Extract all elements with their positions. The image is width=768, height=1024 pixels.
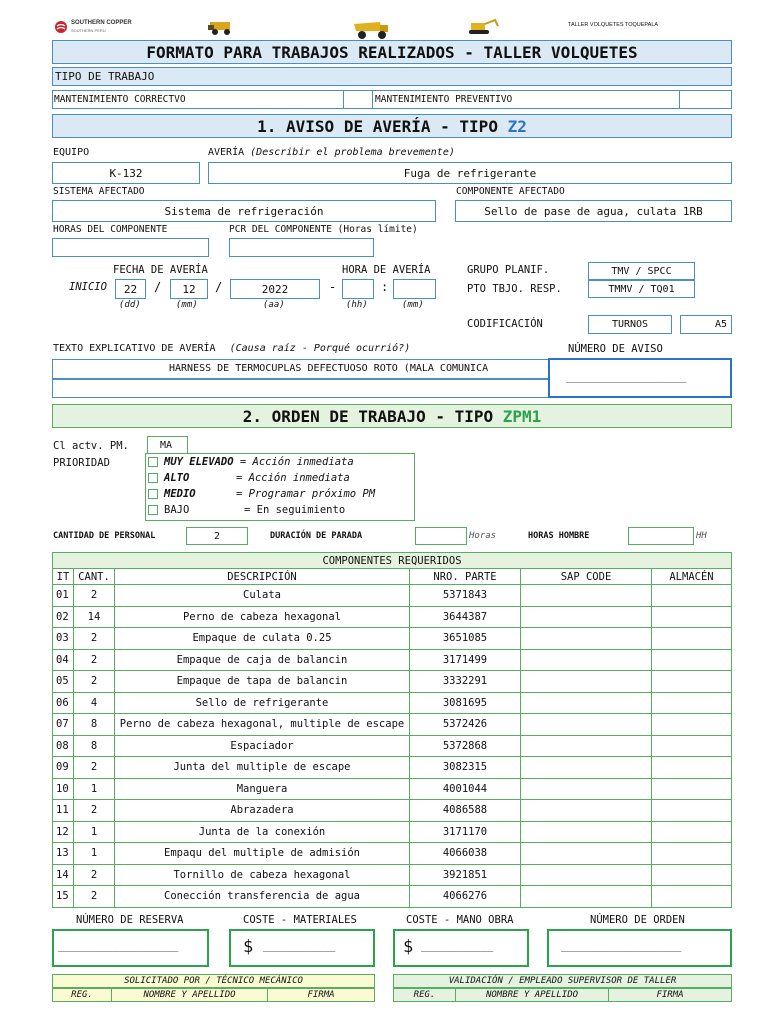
cell-sap-code[interactable] <box>521 628 652 650</box>
pcr-label: PCR DEL COMPONENTE (Horas límite) <box>229 224 418 235</box>
materiales-blank: ____________ <box>263 941 336 952</box>
validacion-reg[interactable]: REG. <box>393 988 456 1002</box>
logo-subtext: SOUTHERN PERU <box>71 28 106 33</box>
hh-unit: HH <box>696 531 707 541</box>
validacion-header: VALIDACIÓN / EMPLEADO SUPERVISOR DE TALLER <box>393 974 732 988</box>
prioridad-option-bajo[interactable] <box>148 504 345 516</box>
cell-descripcion: Perno de cabeza hexagonal <box>115 606 410 628</box>
orden-blank: ____________________ <box>561 941 682 952</box>
hour-field[interactable] <box>342 279 374 299</box>
logo-text: SOUTHERN COPPER <box>71 20 132 26</box>
cell-sap-code[interactable] <box>521 800 652 822</box>
cell-sap-code[interactable] <box>521 821 652 843</box>
numero-orden-field[interactable] <box>547 929 732 967</box>
table-row <box>53 671 732 693</box>
cell-it: 03 <box>53 628 74 650</box>
grupo-field[interactable]: TMV / SPCC <box>588 262 695 280</box>
table-header-row <box>53 569 732 585</box>
clase-actividad-field[interactable]: MA <box>147 436 188 454</box>
company-logo <box>54 18 144 36</box>
table-row <box>53 886 732 908</box>
texto-label-text: TEXTO EXPLICATIVO DE AVERÍA <box>53 343 216 354</box>
cell-almacen[interactable] <box>652 864 732 886</box>
coste-mano-obra-label: COSTE - MANO OBRA <box>406 914 514 926</box>
section-1-type-code: Z2 <box>507 116 527 136</box>
solicitado-header: SOLICITADO POR / TÉCNICO MECÁNICO <box>52 974 375 988</box>
averia-label-text: AVERÍA <box>208 147 245 158</box>
cell-sap-code[interactable] <box>521 735 652 757</box>
section-1-title-text: 1. AVISO DE AVERÍA - TIPO <box>257 116 498 136</box>
validacion-firma[interactable]: FIRMA <box>608 988 732 1002</box>
pcr-field[interactable] <box>229 238 374 257</box>
table-row <box>53 735 732 757</box>
cell-almacen[interactable] <box>652 778 732 800</box>
codificacion-label: CODIFICACIÓN <box>467 318 543 330</box>
cantidad-personal-label: CANTIDAD DE PERSONAL <box>53 531 156 541</box>
mm-hint: (mm) <box>176 300 198 310</box>
cell-nro-parte: 3644387 <box>410 606 521 628</box>
mano-obra-blank: ____________ <box>421 941 494 952</box>
cell-nro-parte: 5372868 <box>410 735 521 757</box>
logo-icon <box>54 20 68 34</box>
cell-cant: 1 <box>74 843 115 865</box>
cell-it: 09 <box>53 757 74 779</box>
sistema-label: SISTEMA AFECTADO <box>53 186 145 197</box>
prioridad-desc: = Programar próximo PM <box>236 488 376 500</box>
cell-almacen[interactable] <box>652 606 732 628</box>
table-row <box>53 628 732 650</box>
cell-sap-code[interactable] <box>521 671 652 693</box>
prioridad-label: PRIORIDAD <box>53 457 110 469</box>
corrective-label: MANTENIMIENTO CORRECTVO <box>54 94 186 105</box>
cell-it: 14 <box>53 864 74 886</box>
checkbox-icon[interactable] <box>148 489 158 499</box>
dd-hint: (dd) <box>119 300 141 310</box>
col-cant: CANT. <box>74 569 115 585</box>
time-colon: : <box>381 280 389 294</box>
componentes-title: COMPONENTES REQUERIDOS <box>53 553 732 569</box>
grupo-label: GRUPO PLANIF. <box>467 264 550 276</box>
cell-almacen[interactable] <box>652 800 732 822</box>
cell-nro-parte: 3921851 <box>410 864 521 886</box>
cell-almacen[interactable] <box>652 757 732 779</box>
cell-descripcion: Tornillo de cabeza hexagonal <box>115 864 410 886</box>
preventive-check-cell[interactable] <box>679 90 732 109</box>
sistema-field[interactable]: Sistema de refrigeración <box>52 200 436 222</box>
dollar-icon: $ <box>243 937 254 957</box>
texto-field-line-2[interactable] <box>52 379 549 398</box>
pto-field[interactable]: TMMV / TQ01 <box>588 280 695 298</box>
cell-descripcion: Empaque de tapa de balancin <box>115 671 410 693</box>
numero-reserva-label: NÚMERO DE RESERVA <box>76 914 184 926</box>
texto-hint: (Causa raíz - Porqué ocurrió?) <box>229 343 411 354</box>
horas-componente-label: HORAS DEL COMPONENTE <box>53 224 168 235</box>
cell-cant: 1 <box>74 778 115 800</box>
cell-descripcion: Junta de la conexión <box>115 821 410 843</box>
cell-descripcion: Manguera <box>115 778 410 800</box>
cell-nro-parte: 3332291 <box>410 671 521 693</box>
duracion-parada-label: DURACIÓN DE PARADA <box>270 531 363 541</box>
dollar-icon: $ <box>403 937 414 957</box>
cell-cant: 14 <box>74 606 115 628</box>
coste-materiales-field[interactable] <box>229 929 375 967</box>
cell-cant: 4 <box>74 692 115 714</box>
solicitado-reg[interactable]: REG. <box>52 988 112 1002</box>
preventive-option[interactable] <box>372 90 680 109</box>
loader-truck-icon <box>206 18 238 40</box>
cell-it: 04 <box>53 649 74 671</box>
col-sap-code: SAP CODE <box>521 569 652 585</box>
col-nro-parte: NRO. PARTE <box>410 569 521 585</box>
cell-cant: 2 <box>74 800 115 822</box>
prioridad-option-alto[interactable] <box>148 472 350 484</box>
solicitado-firma[interactable]: FIRMA <box>267 988 375 1002</box>
cell-descripcion: Junta del multiple de escape <box>115 757 410 779</box>
componentes-body <box>53 585 732 908</box>
min-hint: (mm) <box>402 300 424 310</box>
cell-sap-code[interactable] <box>521 692 652 714</box>
form-title: FORMATO PARA TRABAJOS REALIZADOS - TALLER VOLQUETES <box>52 40 732 64</box>
table-row <box>53 778 732 800</box>
cell-descripcion: Abrazadera <box>115 800 410 822</box>
cell-it: 02 <box>53 606 74 628</box>
cell-nro-parte: 3171499 <box>410 649 521 671</box>
inicio-label: INICIO <box>69 281 107 293</box>
clase-actividad-label: Cl actv. PM. <box>53 440 129 452</box>
cell-almacen[interactable] <box>652 735 732 757</box>
horas-componente-field[interactable] <box>52 238 209 257</box>
cell-almacen[interactable] <box>652 628 732 650</box>
prioridad-desc: = En seguimiento <box>244 504 346 516</box>
cell-almacen[interactable] <box>652 692 732 714</box>
numero-aviso-label: NÚMERO DE AVISO <box>568 343 663 355</box>
section-2-title <box>52 404 732 428</box>
col-it: IT <box>53 569 74 585</box>
hh-hint: (hh) <box>346 300 368 310</box>
month-field[interactable]: 12 <box>170 279 208 299</box>
date-time-dash: - <box>329 280 337 294</box>
date-slash-2: / <box>215 280 223 294</box>
texto-value: HARNESS DE TERMOCUPLAS DEFECTUOSO ROTO (MALA COMUNICA <box>169 363 489 374</box>
horas-hombre-field[interactable] <box>628 527 694 545</box>
cell-almacen[interactable] <box>652 649 732 671</box>
validacion-nombre[interactable]: NOMBRE Y APELLIDO <box>455 988 609 1002</box>
cell-nro-parte: 4066276 <box>410 886 521 908</box>
cell-descripcion: Sello de refrigerante <box>115 692 410 714</box>
cell-nro-parte: 5371843 <box>410 585 521 607</box>
texto-explicativo-label <box>53 343 410 354</box>
table-row <box>53 692 732 714</box>
averia-field[interactable]: Fuga de refrigerante <box>208 162 732 184</box>
cell-nro-parte: 5372426 <box>410 714 521 736</box>
corrective-check-cell[interactable] <box>343 90 373 109</box>
prioridad-level: MEDIO <box>164 488 196 500</box>
cell-nro-parte: 4001044 <box>410 778 521 800</box>
table-row <box>53 821 732 843</box>
workshop-name: TALLER VOLQUETES TOQUEPALA <box>568 22 659 28</box>
pto-label: PTO TBJO. RESP. <box>467 283 562 295</box>
numero-aviso-blank: ____________________ <box>566 372 687 383</box>
cell-nro-parte: 4066038 <box>410 843 521 865</box>
horas-unit: Horas <box>469 531 497 541</box>
hora-averia-label: HORA DE AVERÍA <box>342 264 431 276</box>
codificacion-field[interactable]: TURNOS <box>588 315 672 334</box>
cell-nro-parte: 3651085 <box>410 628 521 650</box>
fecha-averia-label: FECHA DE AVERÍA <box>113 264 208 276</box>
duracion-parada-field[interactable] <box>415 527 467 545</box>
cell-sap-code[interactable] <box>521 757 652 779</box>
date-slash-1: / <box>154 280 162 294</box>
section-2-type-code: ZPM1 <box>502 406 542 426</box>
numero-aviso-field[interactable] <box>548 358 732 398</box>
cell-descripcion: Empaqu del multiple de admisión <box>115 843 410 865</box>
table-row <box>53 757 732 779</box>
work-type-header <box>52 67 732 86</box>
table-row <box>53 714 732 736</box>
cell-it: 06 <box>53 692 74 714</box>
cell-it: 13 <box>53 843 74 865</box>
cell-almacen[interactable] <box>652 886 732 908</box>
cell-cant: 1 <box>74 821 115 843</box>
cell-sap-code[interactable] <box>521 886 652 908</box>
cell-it: 07 <box>53 714 74 736</box>
excavator-icon <box>465 18 501 40</box>
minute-field[interactable] <box>393 279 436 299</box>
reserva-blank: ____________________ <box>58 941 179 952</box>
cell-it: 05 <box>53 671 74 693</box>
componente-field[interactable]: Sello de pase de agua, culata 1RB <box>455 200 732 222</box>
cell-sap-code[interactable] <box>521 714 652 736</box>
col-descripcion: DESCRIPCIÓN <box>115 569 410 585</box>
checkbox-icon[interactable] <box>148 473 158 483</box>
work-type-label: TIPO DE TRABAJO <box>55 70 155 83</box>
cell-it: 12 <box>53 821 74 843</box>
coste-materiales-label: COSTE - MATERIALES <box>243 914 357 926</box>
prioridad-level: ALTO <box>164 472 190 484</box>
cell-cant: 2 <box>74 757 115 779</box>
cell-it: 11 <box>53 800 74 822</box>
col-almacen: ALMACÉN <box>652 569 732 585</box>
cell-nro-parte: 4086588 <box>410 800 521 822</box>
cell-cant: 8 <box>74 735 115 757</box>
checkbox-icon[interactable] <box>148 457 158 467</box>
equipo-label: EQUIPO <box>53 147 90 158</box>
table-row <box>53 864 732 886</box>
coste-mano-obra-field[interactable] <box>393 929 529 967</box>
cell-it: 10 <box>53 778 74 800</box>
averia-label <box>208 147 455 158</box>
cell-almacen[interactable] <box>652 821 732 843</box>
cell-sap-code[interactable] <box>521 864 652 886</box>
section-2-title-text: 2. ORDEN DE TRABAJO - TIPO <box>242 406 494 426</box>
section-1-title <box>52 114 732 138</box>
prioridad-desc: = Acción inmediata <box>239 456 354 468</box>
cell-cant: 2 <box>74 671 115 693</box>
cell-almacen[interactable] <box>652 714 732 736</box>
cell-sap-code[interactable] <box>521 606 652 628</box>
cell-nro-parte: 3171170 <box>410 821 521 843</box>
cell-descripcion: Perno de cabeza hexagonal, multiple de escape <box>115 714 410 736</box>
cell-sap-code[interactable] <box>521 649 652 671</box>
cell-nro-parte: 3082315 <box>410 757 521 779</box>
prioridad-level: BAJO <box>164 504 190 516</box>
cell-descripcion: Espaciador <box>115 735 410 757</box>
numero-orden-label: NÚMERO DE ORDEN <box>590 914 685 926</box>
codificacion-code-field[interactable]: A5 <box>680 315 732 334</box>
prioridad-desc: = Acción inmediata <box>236 472 350 484</box>
cantidad-personal-field[interactable]: 2 <box>186 527 248 545</box>
cell-almacen[interactable] <box>652 671 732 693</box>
cell-nro-parte: 3081695 <box>410 692 521 714</box>
cell-cant: 2 <box>74 864 115 886</box>
preventive-label: MANTENIMIENTO PREVENTIVO <box>375 94 513 105</box>
componentes-table <box>52 552 732 908</box>
table-row <box>53 649 732 671</box>
cell-it: 15 <box>53 886 74 908</box>
table-title-row <box>53 553 732 569</box>
horas-hombre-label: HORAS HOMBRE <box>528 531 590 541</box>
cell-cant: 2 <box>74 585 115 607</box>
cell-cant: 2 <box>74 886 115 908</box>
year-field[interactable]: 2022 <box>230 279 320 299</box>
cell-it: 01 <box>53 585 74 607</box>
texto-field[interactable] <box>52 359 549 379</box>
cell-descripcion: Empaque de caja de balancin <box>115 649 410 671</box>
day-field[interactable]: 22 <box>115 279 146 299</box>
equipo-field[interactable]: K-132 <box>52 162 200 184</box>
prioridad-level: MUY ELEVADO <box>164 456 234 468</box>
cell-descripcion: Empaque de culata 0.25 <box>115 628 410 650</box>
checkbox-icon[interactable] <box>148 505 158 515</box>
table-row <box>53 800 732 822</box>
cell-sap-code[interactable] <box>521 843 652 865</box>
cell-cant: 2 <box>74 628 115 650</box>
averia-hint: (Describir el problema brevemente) <box>250 147 455 158</box>
table-row <box>53 585 732 607</box>
aa-hint: (aa) <box>263 300 285 310</box>
numero-reserva-field[interactable] <box>52 929 209 967</box>
solicitado-nombre[interactable]: NOMBRE Y APELLIDO <box>111 988 268 1002</box>
corrective-option[interactable] <box>52 90 344 109</box>
table-row <box>53 843 732 865</box>
cell-almacen[interactable] <box>652 585 732 607</box>
cell-descripcion: Culata <box>115 585 410 607</box>
cell-sap-code[interactable] <box>521 585 652 607</box>
cell-cant: 8 <box>74 714 115 736</box>
cell-sap-code[interactable] <box>521 778 652 800</box>
cell-descripcion: Conección transferencia de agua <box>115 886 410 908</box>
prioridad-option-muy-elevado[interactable] <box>148 456 354 468</box>
prioridad-option-medio[interactable] <box>148 488 375 500</box>
cell-it: 08 <box>53 735 74 757</box>
cell-cant: 2 <box>74 649 115 671</box>
cell-almacen[interactable] <box>652 843 732 865</box>
table-row <box>53 606 732 628</box>
componente-label: COMPONENTE AFECTADO <box>456 186 565 197</box>
